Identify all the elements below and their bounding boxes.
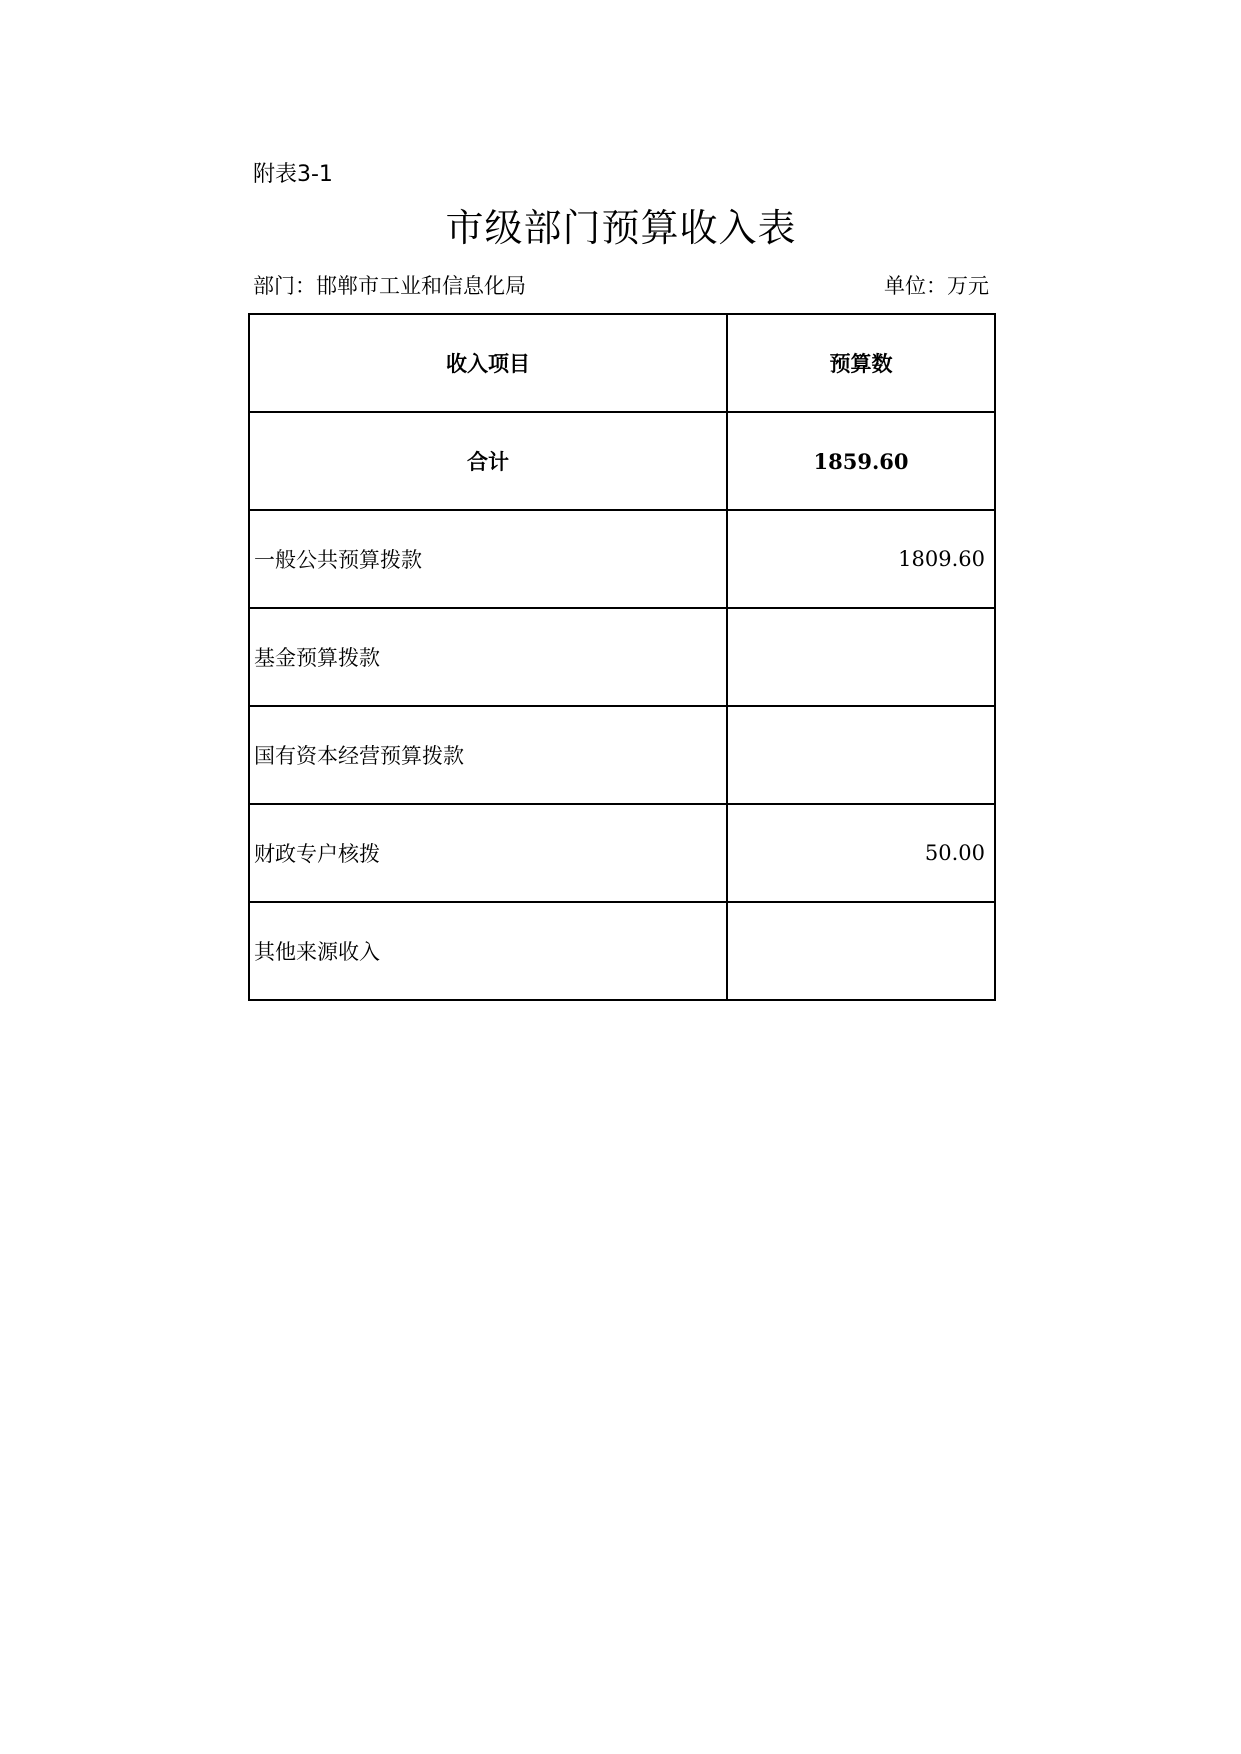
department-label: 部门：邯郸市工业和信息化局 <box>253 274 526 298</box>
table-row <box>249 804 995 902</box>
row-label: 基金预算拨款 <box>249 608 727 706</box>
unit-label: 单位：万元 <box>884 274 989 298</box>
table-row <box>249 510 995 608</box>
row-label: 国有资本经营预算拨款 <box>249 706 727 804</box>
column-header-amount: 预算数 <box>727 314 995 412</box>
total-label: 合计 <box>249 412 727 510</box>
row-label: 财政专户核拨 <box>249 804 727 902</box>
table-row <box>249 706 995 804</box>
row-label: 一般公共预算拨款 <box>249 510 727 608</box>
table-header-row <box>249 314 995 412</box>
row-value: 1809.60 <box>727 510 995 608</box>
table-row <box>249 608 995 706</box>
budget-income-table <box>248 313 996 1001</box>
total-value: 1859.60 <box>727 412 995 510</box>
column-header-item: 收入项目 <box>249 314 727 412</box>
row-value <box>727 608 995 706</box>
attachment-label: 附表3-1 <box>253 162 333 187</box>
page-title: 市级部门预算收入表 <box>445 206 797 250</box>
row-label: 其他来源收入 <box>249 902 727 1000</box>
row-value <box>727 902 995 1000</box>
row-value: 50.00 <box>727 804 995 902</box>
row-value <box>727 706 995 804</box>
table-row <box>249 902 995 1000</box>
meta-row <box>253 271 989 301</box>
table-total-row <box>249 412 995 510</box>
